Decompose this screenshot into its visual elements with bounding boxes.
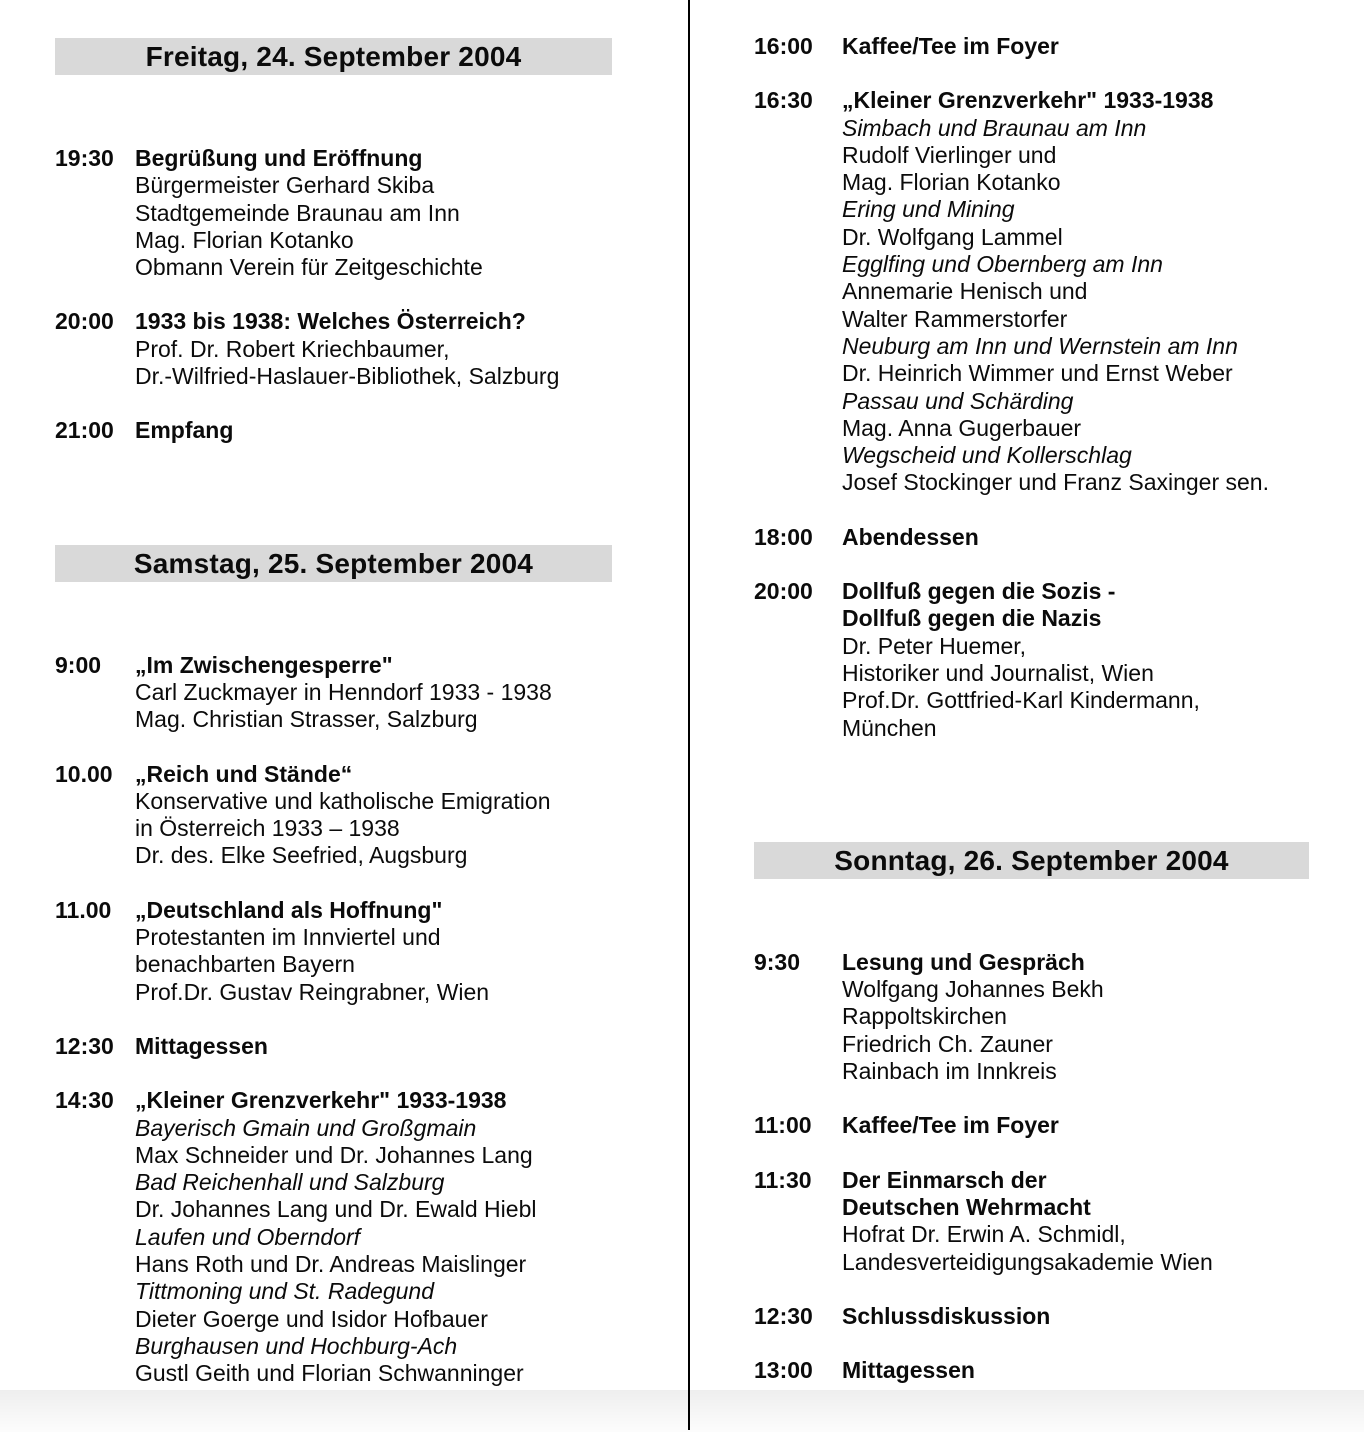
event-line: Rainbach im Innkreis [841,1058,1057,1085]
event-line: Rappoltskirchen [841,1003,1007,1030]
event-lines [842,1357,975,1384]
event-title-line: Kaffee/Tee im Foyer [841,33,1059,59]
event-row [55,652,651,734]
event-time: 9:00 [55,651,102,678]
event-line: Dieter Goerge und Isidor Hofbauer [135,1305,488,1332]
event-title-line: Abendessen [841,523,979,550]
event-line: Historiker und Journalist, Wien [841,659,1154,686]
event-line: Carl Zuckmayer in Henndorf 1933 - 1938 [135,678,552,705]
event-row [55,308,651,390]
event-row [754,1112,1324,1139]
column-right [689,0,1364,1432]
event-line: Dr. Wolfgang Lammel [841,223,1063,250]
event-title-line: „Im Zwischengesperre" [135,651,393,678]
event-time: 21:00 [55,417,114,444]
event-line: Konservative und katholische Emigration [135,787,551,814]
event-line: benachbarten Bayern [135,951,355,978]
event-lines [135,417,233,444]
event-title-line: Dollfuß gegen die Sozis - [841,578,1116,605]
event-line: Dr. Heinrich Wimmer und Ernst Weber [841,360,1233,387]
event-row [55,1033,651,1060]
event-lines [842,87,1269,496]
event-line: Walter Rammerstorfer [841,305,1068,332]
event-time: 19:30 [55,145,114,171]
event-line: in Österreich 1933 – 1938 [135,815,400,842]
event-row [754,524,1324,551]
event-row [754,949,1324,1085]
event-time: 16:00 [753,33,813,59]
event-line: Max Schneider und Dr. Johannes Lang [135,1141,533,1168]
event-row [55,417,651,444]
event-time: 20:00 [753,578,813,605]
event-row [754,87,1324,496]
event-title-line: 1933 bis 1938: Welches Österreich? [135,308,526,335]
event-line: Neuburg am Inn und Wernstein am Inn [841,332,1238,359]
event-line: Mag. Florian Kotanko [135,226,354,253]
event-lines [135,897,489,1006]
event-title-line: Empfang [135,417,234,444]
event-time: 11:30 [753,1166,812,1193]
day-header-title: Sonntag, 26. September 2004 [834,844,1229,876]
event-row [55,761,651,870]
event-line: Gustl Geith und Florian Schwanninger [135,1360,524,1387]
event-line: Dr. Peter Huemer, [841,632,1027,659]
event-line: Rudolf Vierlinger und [841,141,1057,168]
event-time: 12:30 [55,1032,114,1059]
event-lines [842,949,1104,1085]
event-line: Dr. des. Elke Seefried, Augsburg [135,842,468,869]
event-time: 20:00 [55,308,114,335]
event-lines [135,652,552,734]
event-line: Passau und Schärding [841,387,1074,414]
event-line: Wolfgang Johannes Bekh [841,976,1104,1003]
event-time: 9:30 [753,948,801,975]
event-row [55,145,651,281]
event-line: Stadtgemeinde Braunau am Inn [135,199,460,226]
event-line: Bürgermeister Gerhard Skiba [135,172,435,199]
event-line: Laufen und Oberndorf [135,1223,361,1250]
event-time: 16:30 [753,87,813,114]
event-title-line: „Deutschland als Hoffnung" [135,896,443,923]
event-title-line: Dollfuß gegen die Nazis [841,605,1102,632]
event-lines [842,1303,1050,1330]
event-row [55,1087,651,1387]
event-time: 13:00 [753,1357,813,1384]
event-line: Annemarie Henisch und [841,278,1088,305]
event-lines [135,308,559,390]
event-line: Prof.Dr. Gustav Reingrabner, Wien [135,978,490,1005]
event-title-line: Mittagessen [841,1357,975,1384]
event-line: Prof. Dr. Robert Kriechbaumer, [135,335,450,362]
day-header-title: Freitag, 24. September 2004 [145,41,522,72]
event-lines [842,1112,1059,1139]
event-title-line: Mittagessen [135,1032,268,1059]
day-header [55,545,612,582]
event-line: Obmann Verein für Zeitgeschichte [135,254,483,281]
event-title-line: Begrüßung und Eröffnung [135,145,423,171]
event-lines [842,33,1059,60]
event-lines [135,761,551,870]
event-lines [135,1087,536,1387]
event-title-line: Lesung und Gespräch [841,948,1085,975]
event-time: 11.00 [55,896,112,923]
event-row [754,1303,1324,1330]
day-header [754,842,1309,879]
event-line: Friedrich Ch. Zauner [841,1030,1053,1057]
event-title-line: Schlussdiskussion [841,1302,1051,1329]
event-line: Mag. Anna Gugerbauer [841,414,1082,441]
event-lines [842,1167,1213,1276]
event-title-line: „Reich und Stände“ [135,760,353,787]
event-title-line: Deutschen Wehrmacht [841,1193,1091,1220]
event-lines [842,524,979,551]
column-divider [688,0,690,1430]
event-line: München [841,714,937,741]
day-header [55,38,612,75]
event-time: 10.00 [55,760,113,787]
event-line: Ering und Mining [841,196,1015,223]
event-line: Dr.-Wilfried-Haslauer-Bibliothek, Salzburg [135,363,560,390]
event-line: Tittmoning und St. Radegund [135,1278,434,1305]
event-lines [135,1033,268,1060]
event-title-line: „Kleiner Grenzverkehr" 1933-1938 [135,1087,507,1114]
event-line: Bad Reichenhall und Salzburg [135,1169,445,1196]
event-line: Simbach und Braunau am Inn [841,114,1147,141]
event-time: 14:30 [55,1087,114,1114]
event-row [754,578,1324,742]
event-line: Protestanten im Innviertel und [135,924,441,951]
event-lines [842,578,1200,742]
event-time: 11:00 [753,1112,812,1139]
event-title-line: Kaffee/Tee im Foyer [841,1112,1059,1139]
event-row [754,1357,1324,1384]
event-line: Mag. Florian Kotanko [841,169,1061,196]
event-time: 18:00 [753,523,813,550]
event-line: Hans Roth und Dr. Andreas Maislinger [135,1251,527,1278]
event-line: Burghausen und Hochburg-Ach [135,1332,458,1359]
event-title-line: „Kleiner Grenzverkehr" 1933-1938 [841,87,1214,114]
event-line: Egglfing und Obernberg am Inn [841,251,1163,278]
event-row [55,897,651,1006]
event-line: Prof.Dr. Gottfried-Karl Kindermann, [841,687,1200,714]
event-line: Wegscheid und Kollerschlag [841,442,1132,469]
event-line: Josef Stockinger und Franz Saxinger sen. [841,469,1269,496]
event-line: Bayerisch Gmain und Großgmain [135,1114,477,1141]
event-time: 12:30 [753,1302,813,1329]
event-line: Hofrat Dr. Erwin A. Schmidl, [841,1221,1126,1248]
day-header-title: Samstag, 25. September 2004 [133,547,534,579]
event-title-line: Der Einmarsch der [841,1166,1047,1193]
event-line: Mag. Christian Strasser, Salzburg [135,706,478,733]
event-line: Landesverteidigungsakademie Wien [841,1248,1213,1275]
event-row [754,33,1324,60]
event-row [754,1167,1324,1276]
event-lines [135,145,483,281]
event-line: Dr. Johannes Lang und Dr. Ewald Hiebl [135,1196,537,1223]
